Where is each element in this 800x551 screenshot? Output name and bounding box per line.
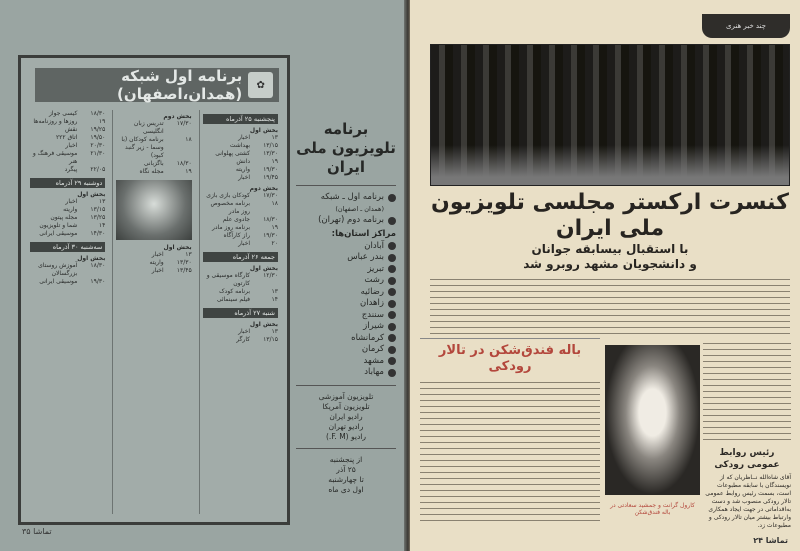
schedule-row bbox=[30, 222, 105, 230]
program-time: ۱۳/۳۰ bbox=[176, 259, 192, 266]
schedule-row bbox=[203, 192, 278, 200]
program-name: واریته bbox=[149, 259, 164, 266]
section-tag: چند خبر هنری bbox=[702, 14, 790, 38]
program-name: کارگاه موسیقی و کارتون bbox=[206, 272, 250, 287]
rudaki-text: آقای شاه‌الله نــاظریان که از نویسندگان با سابقه مطبوعات است، بسمت رئیس روابط عمومی تالار رودکی منصوب شد و دست به‌اقداماتی در جهت ایجاد همکاری وارتباط بیشتر میان تالار رودکی و مطبوعات زد. bbox=[705, 474, 791, 529]
program-time: ۱۸ bbox=[185, 136, 192, 143]
program-time: ۱۳ bbox=[98, 198, 106, 205]
subheadline-2: و دانشجویان مشهد روبرو شد bbox=[523, 257, 697, 271]
program-time: ۱۳/۳۰ bbox=[263, 150, 278, 157]
program-name: مجله نگاه bbox=[139, 168, 164, 175]
sidebar-center bbox=[296, 275, 396, 287]
date-range: اول دی ماه bbox=[328, 484, 364, 494]
program-name: برنامه کودکان (با وسما - زیر گنبد کبود) bbox=[121, 136, 164, 159]
program-name: باگزبانی bbox=[143, 160, 164, 167]
program-name: شما و تلویزیون bbox=[39, 222, 78, 229]
center-label: بندر عباس bbox=[347, 252, 384, 262]
sidebar-center bbox=[296, 241, 396, 253]
center-label: رشت bbox=[364, 275, 384, 285]
schedule-row bbox=[30, 134, 105, 142]
program-time: ۲۱/۳۰ bbox=[90, 150, 106, 157]
center-label: رضائیه bbox=[360, 286, 384, 297]
program-time: ۱۹ bbox=[271, 224, 278, 231]
program-time: ۱۹/۳۰ bbox=[263, 166, 278, 173]
sidebar-center bbox=[296, 367, 396, 379]
divider bbox=[296, 448, 396, 449]
section-label: بخش اول bbox=[249, 127, 278, 134]
subheadline-1: با استقبال بیسابقه جوانان bbox=[531, 242, 689, 256]
schedule-row bbox=[203, 150, 278, 158]
other-channel: رادیو تهران bbox=[328, 421, 364, 431]
bullet-icon bbox=[388, 346, 396, 354]
program-time: ۱۳/۲۵ bbox=[90, 214, 106, 221]
other-channel: رادیو (F. M.) bbox=[326, 431, 366, 441]
program-name: اخبار bbox=[65, 198, 78, 205]
program-name: موسیقی فرهنگ و هنر bbox=[32, 150, 78, 165]
headline: کنسرت ارکستر مجلسی تلویزیون ملی ایران bbox=[431, 190, 789, 241]
schedule-column bbox=[27, 110, 108, 514]
schedule-column bbox=[199, 110, 281, 514]
program-name: موسیقی ایرانی bbox=[39, 230, 78, 237]
program-name: جادوی علم bbox=[222, 216, 250, 223]
day-header: جمعه ۲۶ آذرماه bbox=[203, 252, 278, 262]
schedule-row bbox=[116, 267, 191, 275]
bullet-icon bbox=[388, 254, 396, 262]
headline-block bbox=[430, 190, 790, 272]
program-time: ۱۳ bbox=[271, 134, 278, 141]
program-name: کیسی جواز bbox=[49, 110, 78, 117]
network-label: برنامه دوم (تهران) bbox=[318, 215, 384, 225]
sidebar-center bbox=[296, 344, 396, 356]
bullet-icon bbox=[388, 323, 396, 331]
program-time: ۲۰ bbox=[271, 240, 278, 247]
program-time: ۱۸ bbox=[271, 200, 278, 207]
page-number-left: تماشا ۳۵ bbox=[22, 527, 52, 536]
sidebar-center bbox=[296, 310, 396, 322]
program-name: نقش bbox=[64, 126, 78, 133]
program-time: ۱۹/۳۰ bbox=[90, 278, 106, 285]
program-time: ۱۳/۱۵ bbox=[263, 142, 278, 149]
program-time: ۲۰/۳۰ bbox=[90, 142, 106, 149]
ballet-photo bbox=[605, 345, 700, 495]
schedule-row bbox=[30, 126, 105, 134]
sidebar-center bbox=[296, 298, 396, 310]
program-time: ۱۹/۳۰ bbox=[263, 232, 278, 239]
center-label: زاهدان bbox=[359, 298, 384, 308]
program-time: ۱۴ bbox=[98, 222, 106, 229]
bullet-icon bbox=[388, 217, 396, 225]
day-header: دوشنبه ۲۹ آذرماه bbox=[30, 178, 105, 188]
ballet-caption: کارول گرانت و جمشید سعادتی در باله فندق‌شکن bbox=[610, 502, 695, 516]
schedule-row bbox=[203, 296, 278, 304]
schedule-row bbox=[30, 214, 105, 222]
schedule-row bbox=[203, 240, 278, 248]
bullet-icon bbox=[388, 242, 396, 250]
program-time: ۱۳ bbox=[271, 328, 278, 335]
program-time: ۱۳ bbox=[271, 288, 278, 295]
schedule-title: برنامه اول شبکه (همدان،اصفهان) bbox=[117, 67, 243, 103]
program-name: برنامه مخصوص روز مادر bbox=[210, 200, 250, 215]
program-time: ۱۳/۱۵ bbox=[263, 336, 278, 343]
program-time: ۱۹ bbox=[271, 158, 278, 165]
program-name: برنامه کودک bbox=[219, 288, 250, 295]
program-name: کارگر bbox=[236, 336, 250, 343]
right-page bbox=[410, 0, 800, 551]
tv-logo-icon: ✿ bbox=[248, 72, 273, 98]
program-name: اتاق ۲۲۲ bbox=[55, 134, 78, 141]
bullet-icon bbox=[388, 265, 396, 273]
program-time: ۱۸/۳۰ bbox=[176, 160, 192, 167]
ballet-article bbox=[420, 338, 600, 525]
program-time: ۱۳ bbox=[185, 251, 192, 258]
bullet-icon bbox=[388, 369, 396, 377]
sidebar-center bbox=[296, 264, 396, 276]
network-sub: (همدان ـ اصفهان) bbox=[335, 204, 384, 213]
other-channel: تلویزیون آمریکا bbox=[322, 401, 370, 411]
program-name: کودکان بازی بازی bbox=[206, 192, 250, 199]
bullet-icon bbox=[388, 357, 396, 365]
sidebar-title: برنامه تلویزیون ملی ایران bbox=[296, 120, 396, 176]
concert-article bbox=[430, 190, 790, 334]
schedule-row bbox=[30, 278, 105, 286]
section-label: بخش اول bbox=[77, 191, 106, 198]
sidebar-center bbox=[296, 252, 396, 264]
schedule-row bbox=[203, 158, 278, 166]
column-text bbox=[703, 340, 791, 443]
bullet-icon bbox=[388, 334, 396, 342]
schedule-row bbox=[116, 120, 191, 136]
program-time: ۱۳/۱۵ bbox=[90, 206, 106, 213]
rudaki-title: رئیس روابط عمومی رودکی bbox=[714, 448, 780, 470]
program-time: ۱۹ bbox=[185, 168, 192, 175]
program-time: ۱۸/۳۰ bbox=[263, 216, 278, 223]
program-time: ۱۸/۳۰ bbox=[90, 110, 106, 117]
program-name: اخبار bbox=[238, 328, 250, 335]
section-label: بخش اول bbox=[77, 255, 106, 262]
schedule-row bbox=[203, 336, 278, 344]
section-label: بخش دوم bbox=[163, 113, 192, 120]
schedule-row bbox=[30, 262, 105, 278]
schedule-row bbox=[203, 134, 278, 142]
date-range: تا چهارشنبه bbox=[328, 474, 364, 484]
schedule-row bbox=[116, 160, 191, 168]
program-name: روزها و روزنامه‌ها bbox=[33, 118, 78, 125]
program-name: دانش bbox=[236, 158, 250, 165]
program-time: ۱۹/۴۵ bbox=[263, 174, 278, 181]
program-name: فیلم سینمائی bbox=[216, 296, 250, 303]
center-label: کرمان bbox=[361, 344, 384, 354]
page-number-right: تماشا ۲۴ bbox=[753, 536, 788, 545]
program-time: ۱۲/۳۰ bbox=[263, 272, 278, 279]
schedule-column bbox=[112, 110, 194, 514]
section-label: بخش دوم bbox=[249, 185, 278, 192]
schedule-row bbox=[30, 142, 105, 150]
right-column bbox=[703, 340, 791, 530]
program-name: تدریس زبان انگلیسی bbox=[133, 120, 164, 135]
article-body-text bbox=[430, 276, 790, 334]
program-time: ۱۴/۳۰ bbox=[90, 230, 106, 237]
schedule-row bbox=[116, 251, 191, 259]
center-label: تبریز bbox=[367, 263, 384, 274]
schedule-row bbox=[203, 216, 278, 224]
program-name: کشتی پهلوانی bbox=[215, 150, 250, 157]
schedule-row bbox=[30, 118, 105, 126]
other-channel: رادیو ایران bbox=[329, 411, 363, 421]
center-label: شیراز bbox=[363, 321, 384, 331]
program-name: اخبار bbox=[65, 142, 78, 149]
program-time: ۲۲/۰۵ bbox=[90, 166, 106, 173]
sidebar bbox=[296, 120, 396, 495]
schedule-box bbox=[18, 55, 290, 525]
program-name: راز کارآگاه bbox=[223, 232, 250, 239]
schedule-row bbox=[30, 198, 105, 206]
program-name: اخبار bbox=[238, 240, 250, 247]
program-time: ۱۷/۳۰ bbox=[263, 192, 278, 199]
network-label: برنامه اول ـ شبکه bbox=[320, 192, 384, 202]
section-label: بخش اول bbox=[249, 321, 278, 328]
day-header: شنبه ۲۷ آذرماه bbox=[203, 308, 278, 318]
divider bbox=[296, 185, 396, 186]
program-time: ۱۷/۳۰ bbox=[176, 120, 192, 127]
sidebar-center bbox=[296, 321, 396, 333]
bullet-icon bbox=[388, 288, 396, 296]
schedule-row bbox=[203, 224, 278, 232]
schedule-row bbox=[116, 136, 191, 160]
program-time: ۱۹ bbox=[98, 118, 106, 125]
program-time: ۱۸/۳۰ bbox=[90, 262, 106, 269]
schedule-row bbox=[30, 206, 105, 214]
program-name: موسیقی ایرانی bbox=[39, 278, 78, 285]
schedule-row bbox=[203, 328, 278, 336]
program-time: ۱۹/۲۵ bbox=[90, 126, 106, 133]
center-label: کرمانشاه bbox=[351, 332, 384, 343]
center-label: سنندج bbox=[361, 309, 384, 320]
schedule-row bbox=[203, 200, 278, 216]
schedule-row bbox=[203, 272, 278, 288]
schedule-row bbox=[203, 174, 278, 182]
schedule-row bbox=[30, 230, 105, 238]
program-time: ۱۹/۵۰ bbox=[90, 134, 106, 141]
sidebar-center bbox=[296, 287, 396, 299]
section-label: بخش اول bbox=[163, 244, 192, 251]
sidebar-center bbox=[296, 333, 396, 345]
schedule-row bbox=[203, 232, 278, 240]
program-name: برنامه روز مادر bbox=[211, 224, 250, 231]
center-label: مشهد bbox=[363, 355, 384, 366]
schedule-row bbox=[116, 168, 191, 176]
program-name: اخبار bbox=[238, 174, 250, 181]
program-name: آموزش روستای بزرگسالان bbox=[38, 262, 78, 277]
program-name: بهداشت bbox=[229, 142, 250, 149]
sidebar-network bbox=[296, 215, 396, 227]
program-time: ۱۴ bbox=[271, 296, 278, 303]
bullet-icon bbox=[388, 300, 396, 308]
presenter-photo bbox=[116, 180, 191, 240]
bullet-icon bbox=[388, 277, 396, 285]
bullet-icon bbox=[388, 194, 396, 202]
day-header: پنجشنبه ۲۵ آذرماه bbox=[203, 114, 278, 124]
divider bbox=[296, 385, 396, 386]
schedule-header bbox=[35, 68, 279, 102]
orchestra-photo bbox=[430, 44, 790, 186]
schedule-row bbox=[203, 166, 278, 174]
program-name: اخبار bbox=[238, 134, 250, 141]
ballet-headline: باله فندق‌شکن در تالار رودکی bbox=[420, 338, 600, 375]
center-label: آبادان bbox=[364, 240, 384, 251]
sidebar-network bbox=[296, 192, 396, 204]
schedule-row bbox=[116, 259, 191, 267]
program-name: اخبار bbox=[151, 267, 164, 274]
other-channel: تلویزیون آموزشی bbox=[318, 391, 374, 401]
centers-label: مراکز استان‌ها: bbox=[331, 228, 396, 239]
schedule-row bbox=[30, 150, 105, 166]
schedule-row bbox=[30, 110, 105, 118]
program-name: واریته bbox=[235, 166, 250, 173]
sidebar-center bbox=[296, 356, 396, 368]
program-name: پیگرد bbox=[64, 166, 78, 173]
rudaki-box bbox=[703, 447, 791, 530]
schedule-row bbox=[203, 288, 278, 296]
date-range: از پنجشنبه bbox=[329, 454, 363, 464]
date-range: ۲۵ آذر bbox=[336, 464, 356, 474]
schedule-row bbox=[30, 166, 105, 174]
day-header: سه‌شنبه ۳۰ آذرماه bbox=[30, 242, 105, 252]
bullet-icon bbox=[388, 311, 396, 319]
section-label: بخش اول bbox=[249, 265, 278, 272]
program-time: ۱۳/۴۵ bbox=[176, 267, 192, 274]
center-label: مهاباد bbox=[364, 367, 384, 377]
program-name: واریته bbox=[63, 206, 78, 213]
schedule-columns bbox=[27, 110, 281, 514]
ballet-body-text bbox=[420, 379, 600, 525]
program-name: اخبار bbox=[151, 251, 164, 258]
program-name: مجله پیتون bbox=[50, 214, 78, 221]
schedule-row bbox=[203, 142, 278, 150]
